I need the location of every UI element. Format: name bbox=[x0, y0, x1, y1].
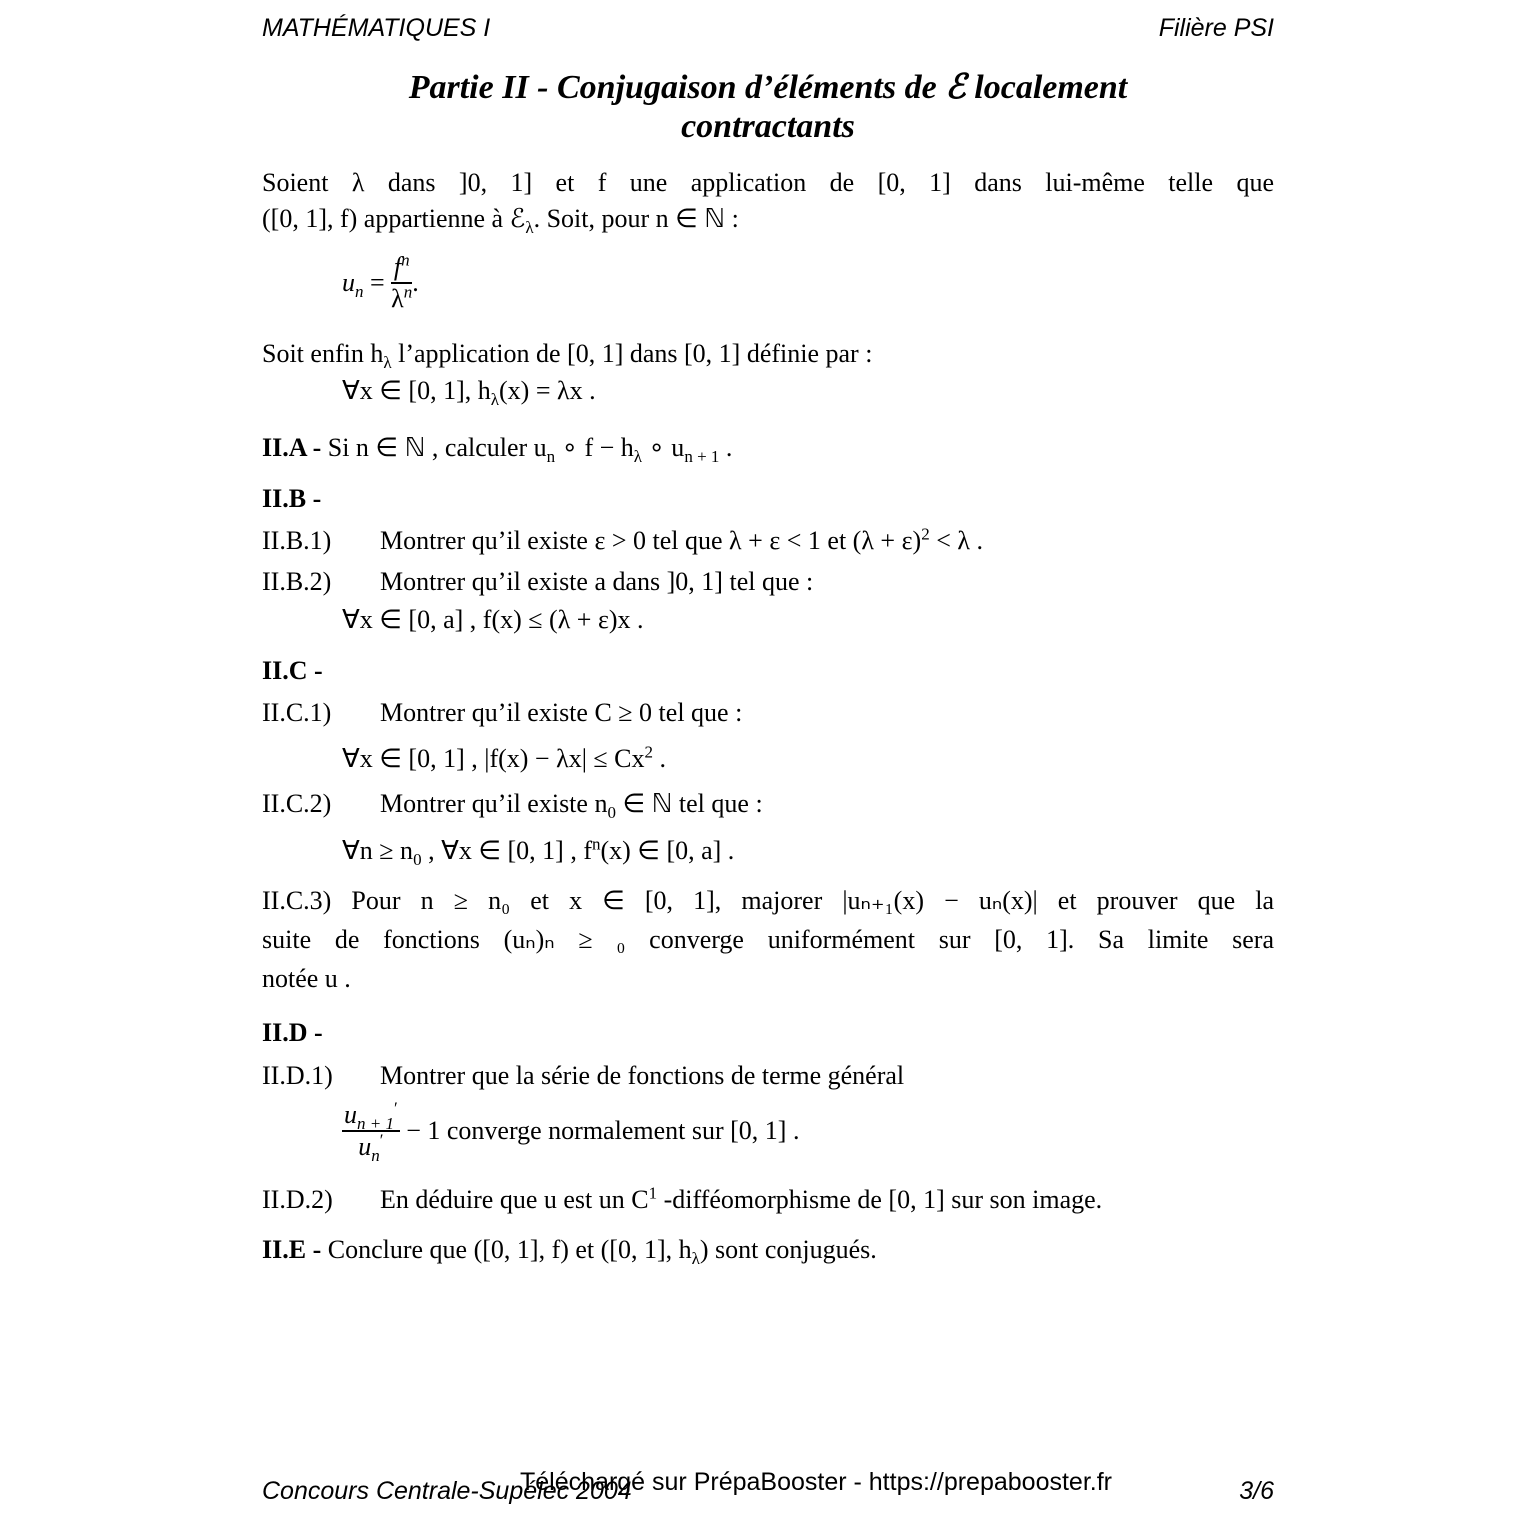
IIB2-text: Montrer qu’il existe a dans ]0, 1] tel que : bbox=[380, 567, 814, 596]
IIA-label: II.A - bbox=[262, 433, 322, 462]
page-title bbox=[262, 68, 1274, 146]
IIC1-text: Montrer qu’il existe C ≥ 0 tel que : bbox=[380, 698, 743, 727]
IID1-num-u: u bbox=[344, 1100, 357, 1129]
h-intro bbox=[262, 339, 873, 373]
IIC2-formula-a: ∀n ≥ n bbox=[342, 836, 414, 865]
question-IIC3-line-1 bbox=[262, 886, 1274, 916]
IID1-den-sub: n bbox=[371, 1146, 380, 1166]
IID1-formula bbox=[342, 1098, 800, 1166]
IIA-sub2: λ bbox=[633, 447, 643, 467]
IIB2-label: II.B.2) bbox=[262, 567, 332, 596]
IID2-sup: 1 bbox=[648, 1183, 658, 1203]
section-IIC: II.C - bbox=[262, 656, 323, 685]
question-IID2 bbox=[262, 1185, 1102, 1215]
h-def-sub: λ bbox=[490, 390, 500, 410]
question-IIE bbox=[262, 1235, 877, 1269]
h-def-a: ∀x ∈ [0, 1], h bbox=[342, 376, 491, 405]
un-period: . bbox=[412, 268, 419, 297]
h-definition bbox=[342, 376, 596, 410]
IIC1-formula-b: . bbox=[653, 744, 667, 773]
un-den-sup: n bbox=[403, 282, 413, 302]
footer-page-number: 3/6 bbox=[1239, 1477, 1274, 1505]
IIC2-sub: 0 bbox=[607, 803, 616, 823]
IIE-text-b: ) sont conjugués. bbox=[699, 1235, 877, 1264]
footer-contest: Concours Centrale-Supélec 2004 bbox=[262, 1477, 632, 1505]
footer-download-notice: Téléchargé sur PrépaBooster - https://prepabooster.fr bbox=[520, 1468, 1112, 1496]
IIC2-text-a: Montrer qu’il existe n bbox=[380, 789, 608, 818]
IIC3-label: II.C.3) bbox=[262, 886, 332, 915]
IID1-tail: − 1 converge normalement sur [0, 1] . bbox=[399, 1116, 800, 1145]
un-den-lambda: λ bbox=[391, 284, 404, 313]
IID1-fraction bbox=[342, 1098, 400, 1166]
IIA-text-b: ∘ f − h bbox=[555, 433, 634, 462]
IID1-den-u: u bbox=[358, 1132, 372, 1161]
un-num-sup: n bbox=[401, 250, 410, 270]
IIA-text-a: Si n ∈ ℕ , calculer u bbox=[321, 433, 547, 462]
un-numerator bbox=[391, 252, 412, 284]
un-equals: = bbox=[363, 268, 392, 297]
IIC3-text-1: Pour n ≥ n₀ et x ∈ [0, 1], majorer |uₙ₊₁(x) − uₙ(x)| et prouver que la bbox=[351, 886, 1274, 915]
IIA-sub1: n bbox=[546, 447, 556, 467]
IIB1-text-b: < λ . bbox=[929, 526, 983, 555]
intro-text-end: . Soit, pour n ∈ ℕ : bbox=[533, 204, 739, 233]
IIC1-formula-sup: 2 bbox=[644, 742, 654, 762]
question-IID1 bbox=[262, 1061, 904, 1091]
IIC1-label: II.C.1) bbox=[262, 698, 332, 727]
IIC2-label: II.C.2) bbox=[262, 789, 332, 818]
IID2-text-b: -difféomorphisme de [0, 1] sur son image. bbox=[657, 1185, 1103, 1214]
IIC2-formula-b: , ∀x ∈ [0, 1] , f bbox=[421, 836, 592, 865]
IID1-den-prime: ′ bbox=[379, 1130, 384, 1150]
un-definition bbox=[342, 252, 419, 314]
h-def-b: (x) = λx . bbox=[499, 376, 596, 405]
IID2-text-a: En déduire que u est un C bbox=[380, 1185, 649, 1214]
IIC2-formula-sup: n bbox=[591, 834, 601, 854]
IIB2-formula: ∀x ∈ [0, a] , f(x) ≤ (λ + ε)x . bbox=[342, 605, 644, 634]
IIA-text-d: . bbox=[719, 433, 733, 462]
header-track: Filière PSI bbox=[1158, 14, 1274, 42]
title-line-2: contractants bbox=[681, 108, 855, 145]
IIB1-text-a: Montrer qu’il existe ε > 0 tel que λ + ε < 1 et (λ + ε) bbox=[380, 526, 922, 555]
IIA-text-c: ∘ u bbox=[642, 433, 685, 462]
question-IIC2 bbox=[262, 789, 763, 823]
section-IID: II.D - bbox=[262, 1018, 323, 1047]
IIC2-text-b: ∈ ℕ tel que : bbox=[615, 789, 763, 818]
IIA-sub3: n + 1 bbox=[684, 447, 720, 467]
IID1-num-prime: ′ bbox=[393, 1098, 398, 1118]
IID1-num-sub: n + 1 bbox=[357, 1114, 394, 1134]
IIB1-sup: 2 bbox=[921, 524, 930, 544]
h-intro-b: l’application de [0, 1] dans [0, 1] définie par : bbox=[391, 339, 873, 368]
question-IIB2 bbox=[262, 567, 813, 597]
question-IIB1 bbox=[262, 526, 983, 556]
IIC2-formula-sub: 0 bbox=[413, 850, 422, 870]
section-IIB: II.B - bbox=[262, 484, 322, 513]
un-denominator bbox=[391, 284, 412, 314]
un-fraction bbox=[391, 252, 412, 314]
question-IIC3-line-3: notée u . bbox=[262, 964, 351, 993]
IID1-numerator bbox=[342, 1100, 400, 1132]
intro-text: ([0, 1], f) appartienne à ℰ bbox=[262, 204, 526, 233]
un-u: u bbox=[342, 268, 355, 297]
h-intro-sub: λ bbox=[383, 353, 392, 373]
IIE-sub: λ bbox=[691, 1249, 700, 1269]
header-subject: MATHÉMATIQUES I bbox=[262, 14, 491, 42]
intro-sub: λ bbox=[525, 218, 534, 238]
IIC1-formula bbox=[342, 744, 666, 774]
un-sub: n bbox=[355, 282, 364, 302]
IIB1-label: II.B.1) bbox=[262, 526, 332, 555]
IIC2-formula bbox=[342, 834, 735, 870]
IIE-text-a: Conclure que ([0, 1], f) et ([0, 1], h bbox=[321, 1235, 692, 1264]
question-IIC1 bbox=[262, 698, 742, 728]
IIC1-formula-a: ∀x ∈ [0, 1] , |f(x) − λx| ≤ Cx bbox=[342, 744, 645, 773]
title-line-1: Partie II - Conjugaison d’éléments de ℰ localement bbox=[408, 69, 1128, 106]
IID1-text: Montrer que la série de fonctions de terme général bbox=[380, 1061, 905, 1090]
question-IIC3-line-2: suite de fonctions (uₙ)ₙ ≥ ₀ converge uniformément sur [0, 1]. Sa limite sera bbox=[262, 925, 1274, 954]
question-IIA bbox=[262, 433, 733, 467]
h-intro-a: Soit enfin h bbox=[262, 339, 384, 368]
IIE-label: II.E - bbox=[262, 1235, 322, 1264]
intro-line-2 bbox=[262, 204, 739, 238]
IIC2-formula-c: (x) ∈ [0, a] . bbox=[600, 836, 735, 865]
IID2-label: II.D.2) bbox=[262, 1185, 333, 1214]
un-lhs bbox=[342, 268, 364, 302]
un-num-f: f bbox=[393, 252, 402, 281]
intro-line-1: Soient λ dans ]0, 1] et f une application de [0, 1] dans lui-même telle que bbox=[262, 168, 1274, 197]
IID1-label: II.D.1) bbox=[262, 1061, 333, 1090]
IID1-denominator bbox=[342, 1130, 400, 1166]
